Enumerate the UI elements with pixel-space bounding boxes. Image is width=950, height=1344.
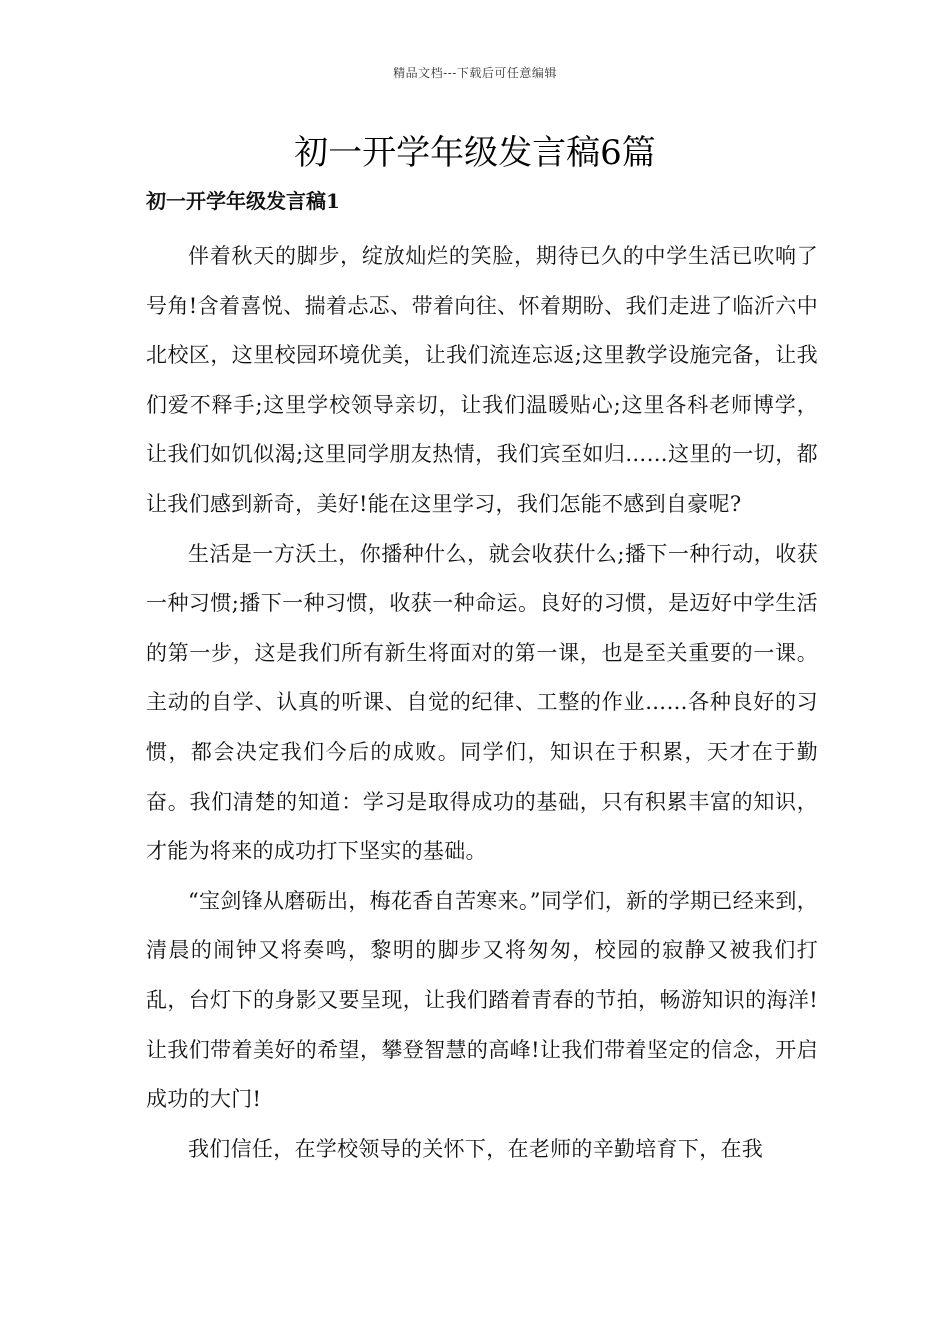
- paragraph-2: 生活是一方沃土，你播种什么，就会收获什么;播下一种行动，收获一种习惯;播下一种习惯，收获一种命运。良好的习惯，是迈好中学生活的第一步，这是我们所有新生将面对的第一课，也是至关重要的一课。主动的自学、认真的听课、自觉的纪律、工整的作业……各种良好的习惯，都会决定我们今后的成败。同学们，知识在于积累，天才在于勤奋。我们清楚的知道：学习是取得成功的基础，只有积累丰富的知识，才能为将来的成功打下坚实的基础。: [146, 541, 818, 864]
- paragraph-1: 伴着秋天的脚步，绽放灿烂的笑脸，期待已久的中学生活已吹响了号角!含着喜悦、揣着忐忑、带着向往、怀着期盼、我们走进了临沂六中北校区，这里校园环境优美，让我们流连忘返;这里教学设施完备，让我们爱不释手;这里学校领导亲切，让我们温暖贴心;这里各科老师博学，让我们如饥似渴;这里同学朋友热情，我们宾至如归……这里的一切，都让我们感到新奇，美好!能在这里学习，我们怎能不感到自豪呢?: [146, 244, 818, 516]
- document-body: [146, 232, 818, 1174]
- page-header: 精品文档---下载后可任意编辑: [393, 66, 557, 80]
- section-heading: 初一开学年级发言稿1: [146, 189, 340, 213]
- document-title: 初一开学年级发言稿6篇: [294, 133, 656, 173]
- paragraph-3: “宝剑锋从磨砺出，梅花香自苦寒来。”同学们，新的学期已经来到，清晨的闹钟又将奏鸣，黎明的脚步又将匆匆，校园的寂静又被我们打乱，台灯下的身影又要呈现，让我们踏着青春的节拍，畅游知识的海洋!让我们带着美好的希望，攀登智慧的高峰!让我们带着坚定的信念，开启成功的大门!: [146, 888, 818, 1112]
- paragraph-4: 我们信任，在学校领导的关怀下，在老师的辛勤培育下，在我: [188, 1136, 764, 1161]
